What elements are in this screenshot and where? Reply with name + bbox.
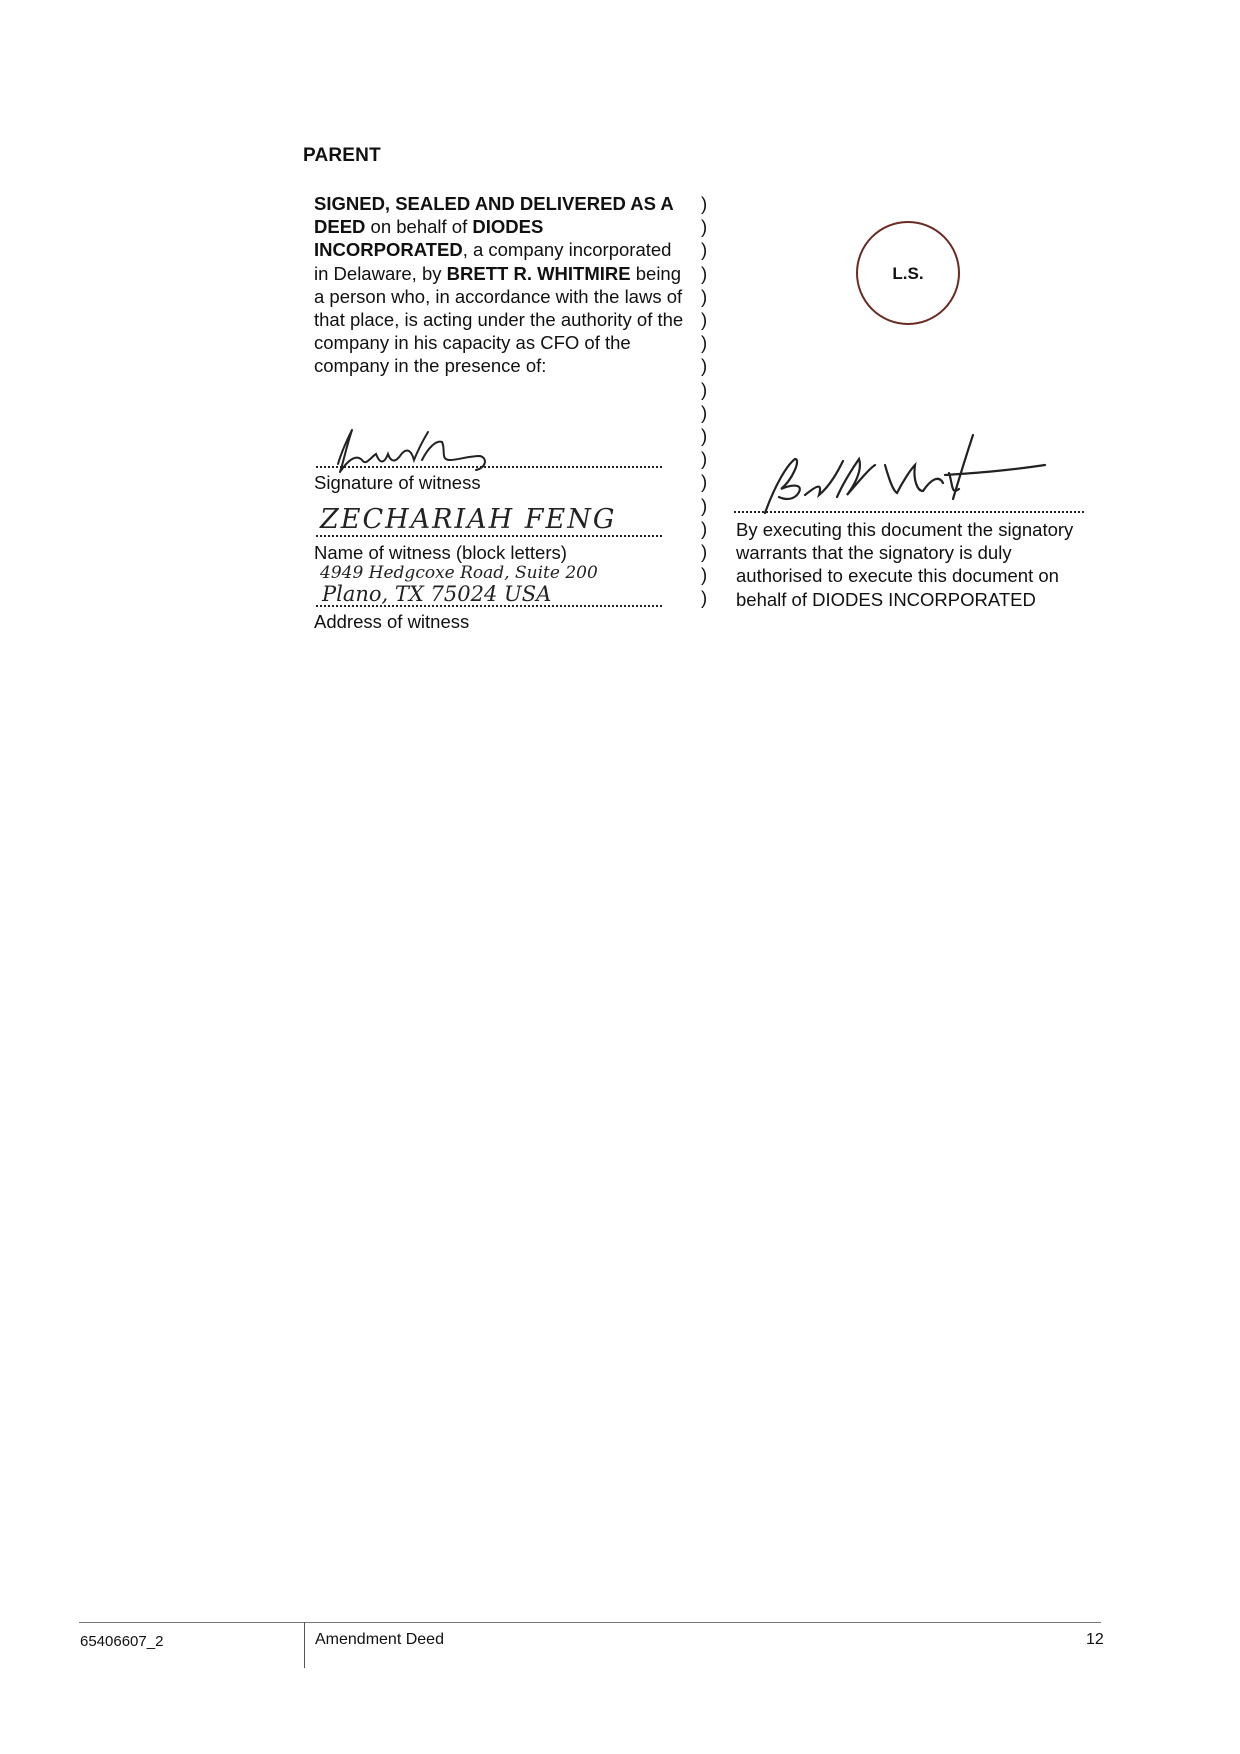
document-reference: 65406607_2 [80, 1633, 164, 1650]
bracket: ) [701, 262, 708, 284]
company-name: DIODES INCORPORATED [314, 216, 544, 261]
bracket: ) [701, 471, 708, 493]
signatory-signature-line [734, 511, 1084, 513]
bracket-column [701, 192, 707, 610]
witness-name-label: Name of witness (block letters) [314, 542, 567, 563]
witness-signature-line [316, 466, 662, 468]
bracket: ) [701, 216, 708, 238]
signatory-signature [735, 425, 1065, 520]
bracket: ) [701, 517, 708, 539]
clause-text-1: on behalf of [365, 216, 473, 238]
witness-address-line1: 4949 Hedgcoxe Road, Suite 200 [320, 563, 598, 583]
bracket: ) [701, 378, 708, 400]
section-heading: PARENT [303, 145, 381, 166]
bracket: ) [701, 541, 708, 563]
seal-label: L.S. [892, 264, 924, 283]
clause-text-2: , a company incorporated in Delaware, by [314, 239, 672, 284]
bracket: ) [701, 564, 708, 586]
witness-signature [318, 420, 518, 480]
bracket: ) [701, 285, 708, 307]
signatory-name: BRETT R. WHITMIRE [446, 262, 631, 284]
footer-separator [304, 1622, 305, 1668]
signatory-warranty: By executing this document the signatory warrants that the signatory is duly authorised to execute this document on behalf of DIODES INCORPORATED [736, 519, 1074, 610]
clause-text-3: being a person who, in accordance with the laws of that place, is acting under the authority of the company in his capacity as CFO of the company in the presence of: [314, 262, 684, 377]
address-label: Address of witness [314, 611, 470, 632]
witness-name-handwritten: ZECHARIAH FENG [320, 504, 617, 535]
bracket: ) [701, 309, 708, 331]
execution-clause [314, 192, 689, 378]
witness-address-line [316, 605, 662, 607]
bracket: ) [701, 193, 708, 214]
bracket: ) [701, 425, 708, 447]
page-number: 12 [1086, 1631, 1104, 1648]
bracket: ) [701, 401, 708, 423]
footer-divider [79, 1622, 1101, 1623]
witness-name-line [316, 535, 662, 537]
deed-phrase: SIGNED, SEALED AND DELIVERED AS A DEED [314, 193, 674, 238]
bracket: ) [701, 587, 708, 609]
bracket: ) [701, 239, 708, 261]
bracket: ) [701, 448, 708, 470]
witness-address-line2: Plano, TX 75024 USA [322, 582, 552, 606]
bracket: ) [701, 494, 708, 516]
document-title: Amendment Deed [315, 1631, 444, 1648]
bracket: ) [701, 332, 708, 354]
bracket: ) [701, 355, 708, 377]
signature-label: Signature of witness [314, 472, 481, 493]
